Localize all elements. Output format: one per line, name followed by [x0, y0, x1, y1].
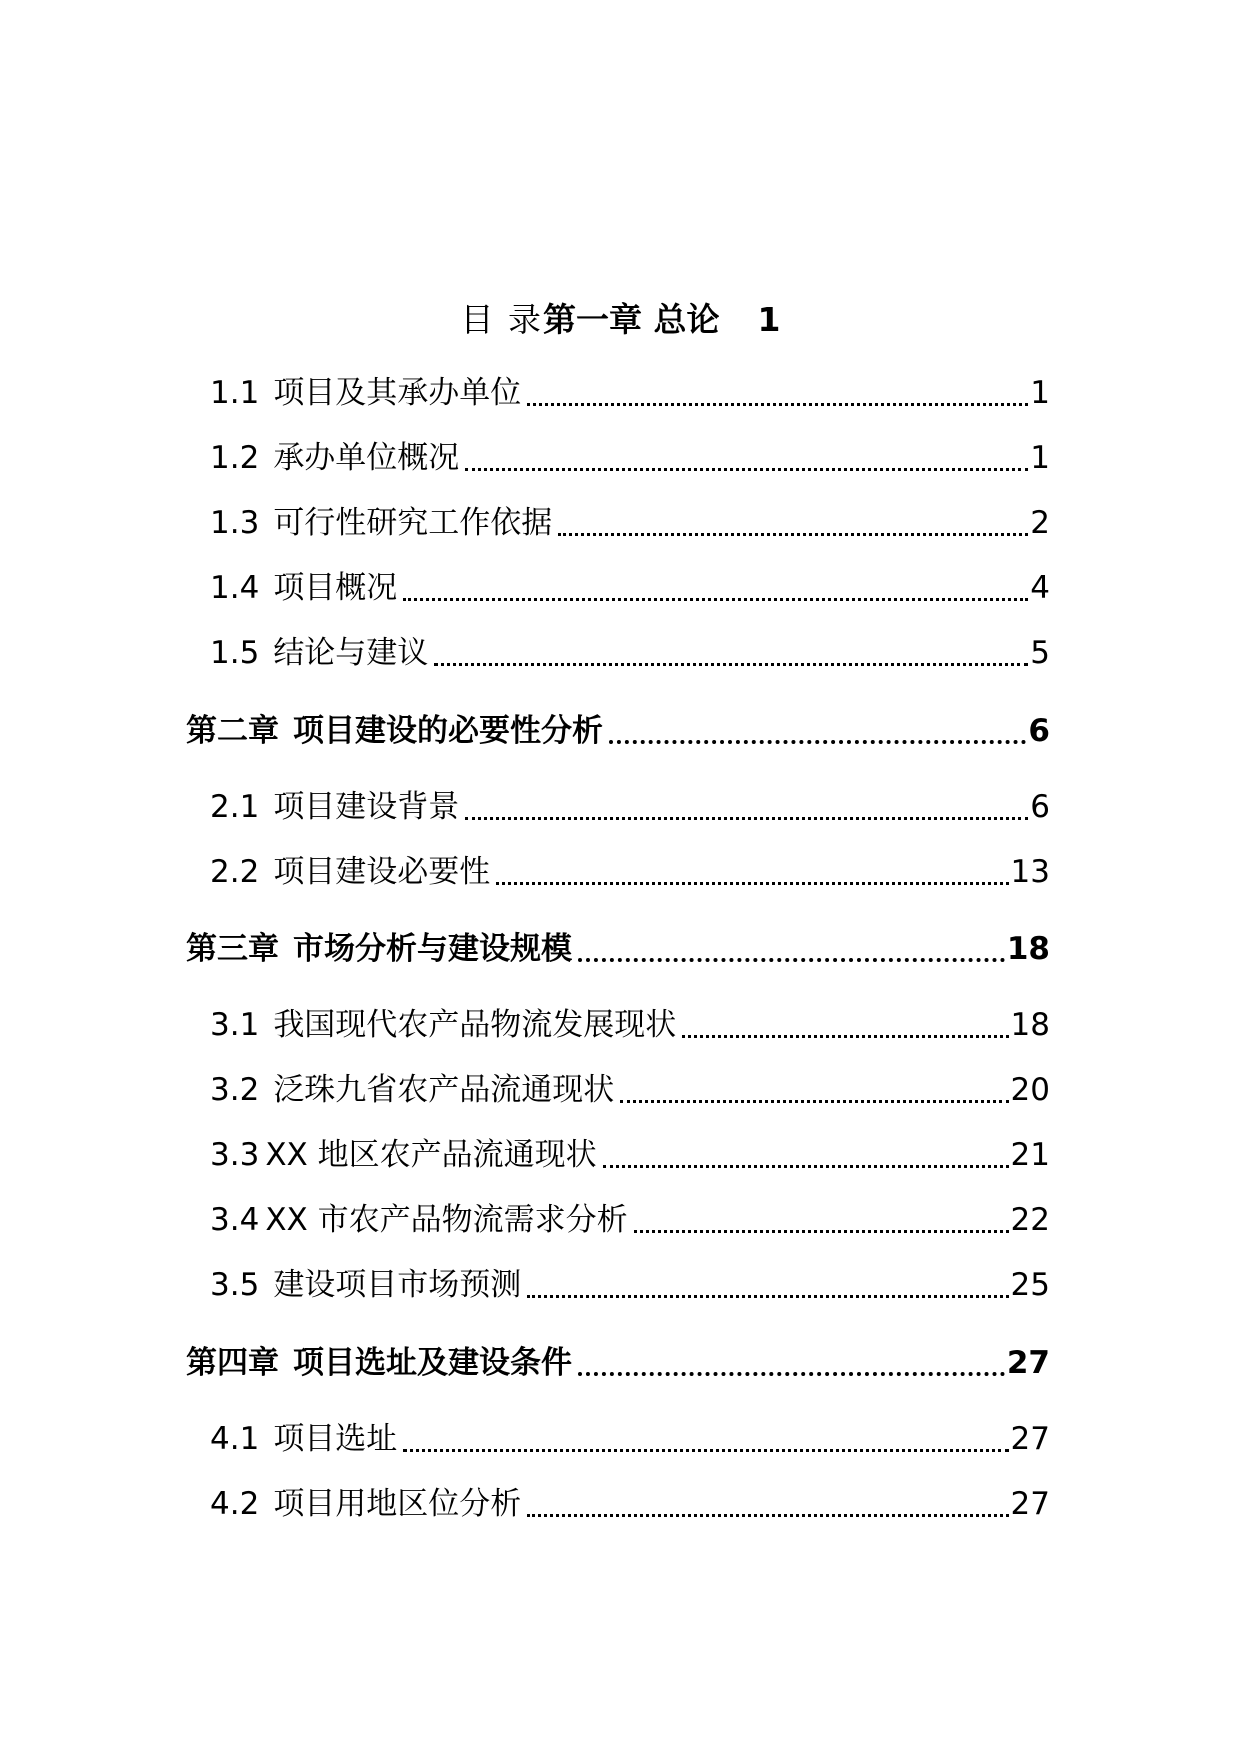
toc-entry-label: 建设项目市场预测	[273, 1267, 522, 1303]
toc-entry-label: 项目及其承办单位	[273, 375, 522, 411]
dot-leader	[620, 1065, 1008, 1115]
toc-entry[interactable]	[210, 1195, 1050, 1245]
toc-entry-label: 项目建设背景	[273, 789, 460, 825]
toc-chapter-1-page: 1	[757, 300, 781, 339]
toc-chapter-1-title[interactable]: 第一章 总论	[543, 300, 720, 339]
toc-entry-page: 1	[1030, 440, 1050, 476]
toc-entry-number: 1.4	[210, 570, 260, 606]
toc-entry[interactable]	[210, 1479, 1050, 1529]
toc-entry-page: 20	[1010, 1072, 1050, 1108]
toc-entry-page: 22	[1010, 1202, 1050, 1238]
dot-leader	[465, 433, 1028, 483]
dot-leader	[434, 628, 1028, 678]
toc-entry-page: 1	[1030, 375, 1050, 411]
toc-entry[interactable]	[210, 1065, 1050, 1115]
toc-entry-page: 5	[1030, 635, 1050, 671]
toc-entry-page: 27	[1010, 1486, 1050, 1522]
toc-chapter-page: 18	[1006, 931, 1050, 967]
dot-leader	[527, 1260, 1008, 1310]
toc-chapter-entry[interactable]	[186, 706, 1050, 756]
toc-entry[interactable]	[210, 1130, 1050, 1180]
toc-entry[interactable]	[210, 847, 1050, 897]
dot-leader	[603, 1130, 1009, 1180]
toc-entry-page: 25	[1010, 1267, 1050, 1303]
dot-leader	[527, 368, 1028, 418]
dot-leader	[634, 1195, 1009, 1245]
toc-chapter-entry[interactable]	[186, 1338, 1050, 1388]
toc-entry-page: 2	[1030, 505, 1050, 541]
toc-entry-page: 18	[1010, 1007, 1050, 1043]
toc-entry-number: 3.5	[210, 1267, 260, 1303]
toc-entry-label: 项目用地区位分析	[273, 1486, 522, 1522]
toc-entry[interactable]	[210, 1260, 1050, 1310]
toc-entry-number: 4.1	[210, 1421, 260, 1457]
toc-entry-label: 项目建设必要性	[273, 854, 491, 890]
toc-entry-number: 3.4	[210, 1202, 260, 1238]
dot-leader	[578, 924, 1005, 974]
dot-leader	[609, 706, 1026, 756]
toc-chapter-label: 市场分析与建设规模	[293, 931, 572, 967]
toc-entry-label: 承办单位概况	[273, 440, 460, 476]
toc-chapter-label: 项目选址及建设条件	[293, 1345, 572, 1381]
toc-entry-label: XX 市农产品物流需求分析	[265, 1202, 628, 1238]
toc-entry-number: 1.3	[210, 505, 260, 541]
toc-entry-number: 4.2	[210, 1486, 260, 1522]
toc-entry-number: 3.3	[210, 1137, 260, 1173]
toc-entry-page: 4	[1030, 570, 1050, 606]
toc-entry-number: 2.2	[210, 854, 260, 890]
dot-leader	[578, 1338, 1005, 1388]
toc-chapter-number: 第三章	[186, 931, 279, 967]
dot-leader	[403, 1414, 1008, 1464]
toc-entry-number: 3.1	[210, 1007, 260, 1043]
toc-entry-label: 项目选址	[273, 1421, 398, 1457]
toc-chapter-number: 第二章	[186, 713, 279, 749]
toc-entry-label: XX 地区农产品流通现状	[265, 1137, 597, 1173]
toc-entry[interactable]	[210, 782, 1050, 832]
toc-entry-page: 6	[1030, 789, 1050, 825]
toc-entry-label: 我国现代农产品物流发展现状	[273, 1007, 677, 1043]
dot-leader	[527, 1479, 1008, 1529]
toc-entry[interactable]	[210, 368, 1050, 418]
toc-entry-page: 27	[1010, 1421, 1050, 1457]
toc-entry-number: 1.5	[210, 635, 260, 671]
toc-entry[interactable]	[210, 563, 1050, 613]
toc-title-line	[0, 290, 1241, 350]
toc-entry[interactable]	[210, 1414, 1050, 1464]
toc-heading: 目 录	[460, 300, 544, 339]
toc-entry-label: 可行性研究工作依据	[273, 505, 553, 541]
dot-leader	[403, 563, 1028, 613]
toc-chapter-label: 项目建设的必要性分析	[293, 713, 603, 749]
toc-entry-number: 1.2	[210, 440, 260, 476]
toc-entry[interactable]	[210, 1000, 1050, 1050]
toc-entry-number: 3.2	[210, 1072, 260, 1108]
dot-leader	[682, 1000, 1008, 1050]
toc-entry[interactable]	[210, 498, 1050, 548]
toc-chapter-page: 6	[1028, 713, 1050, 749]
toc-entry[interactable]	[210, 433, 1050, 483]
toc-entry-page: 21	[1010, 1137, 1050, 1173]
toc-entry[interactable]	[210, 628, 1050, 678]
toc-chapter-number: 第四章	[186, 1345, 279, 1381]
toc-entry-page: 13	[1010, 854, 1050, 890]
dot-leader	[465, 782, 1028, 832]
dot-leader	[496, 847, 1008, 897]
toc-entry-label: 泛珠九省农产品流通现状	[273, 1072, 615, 1108]
dot-leader	[558, 498, 1028, 548]
toc-entry-label: 结论与建议	[273, 635, 429, 671]
toc-entry-label: 项目概况	[273, 570, 398, 606]
toc-entry-number: 2.1	[210, 789, 260, 825]
toc-chapter-entry[interactable]	[186, 924, 1050, 974]
toc-entry-number: 1.1	[210, 375, 260, 411]
toc-chapter-page: 27	[1006, 1345, 1050, 1381]
